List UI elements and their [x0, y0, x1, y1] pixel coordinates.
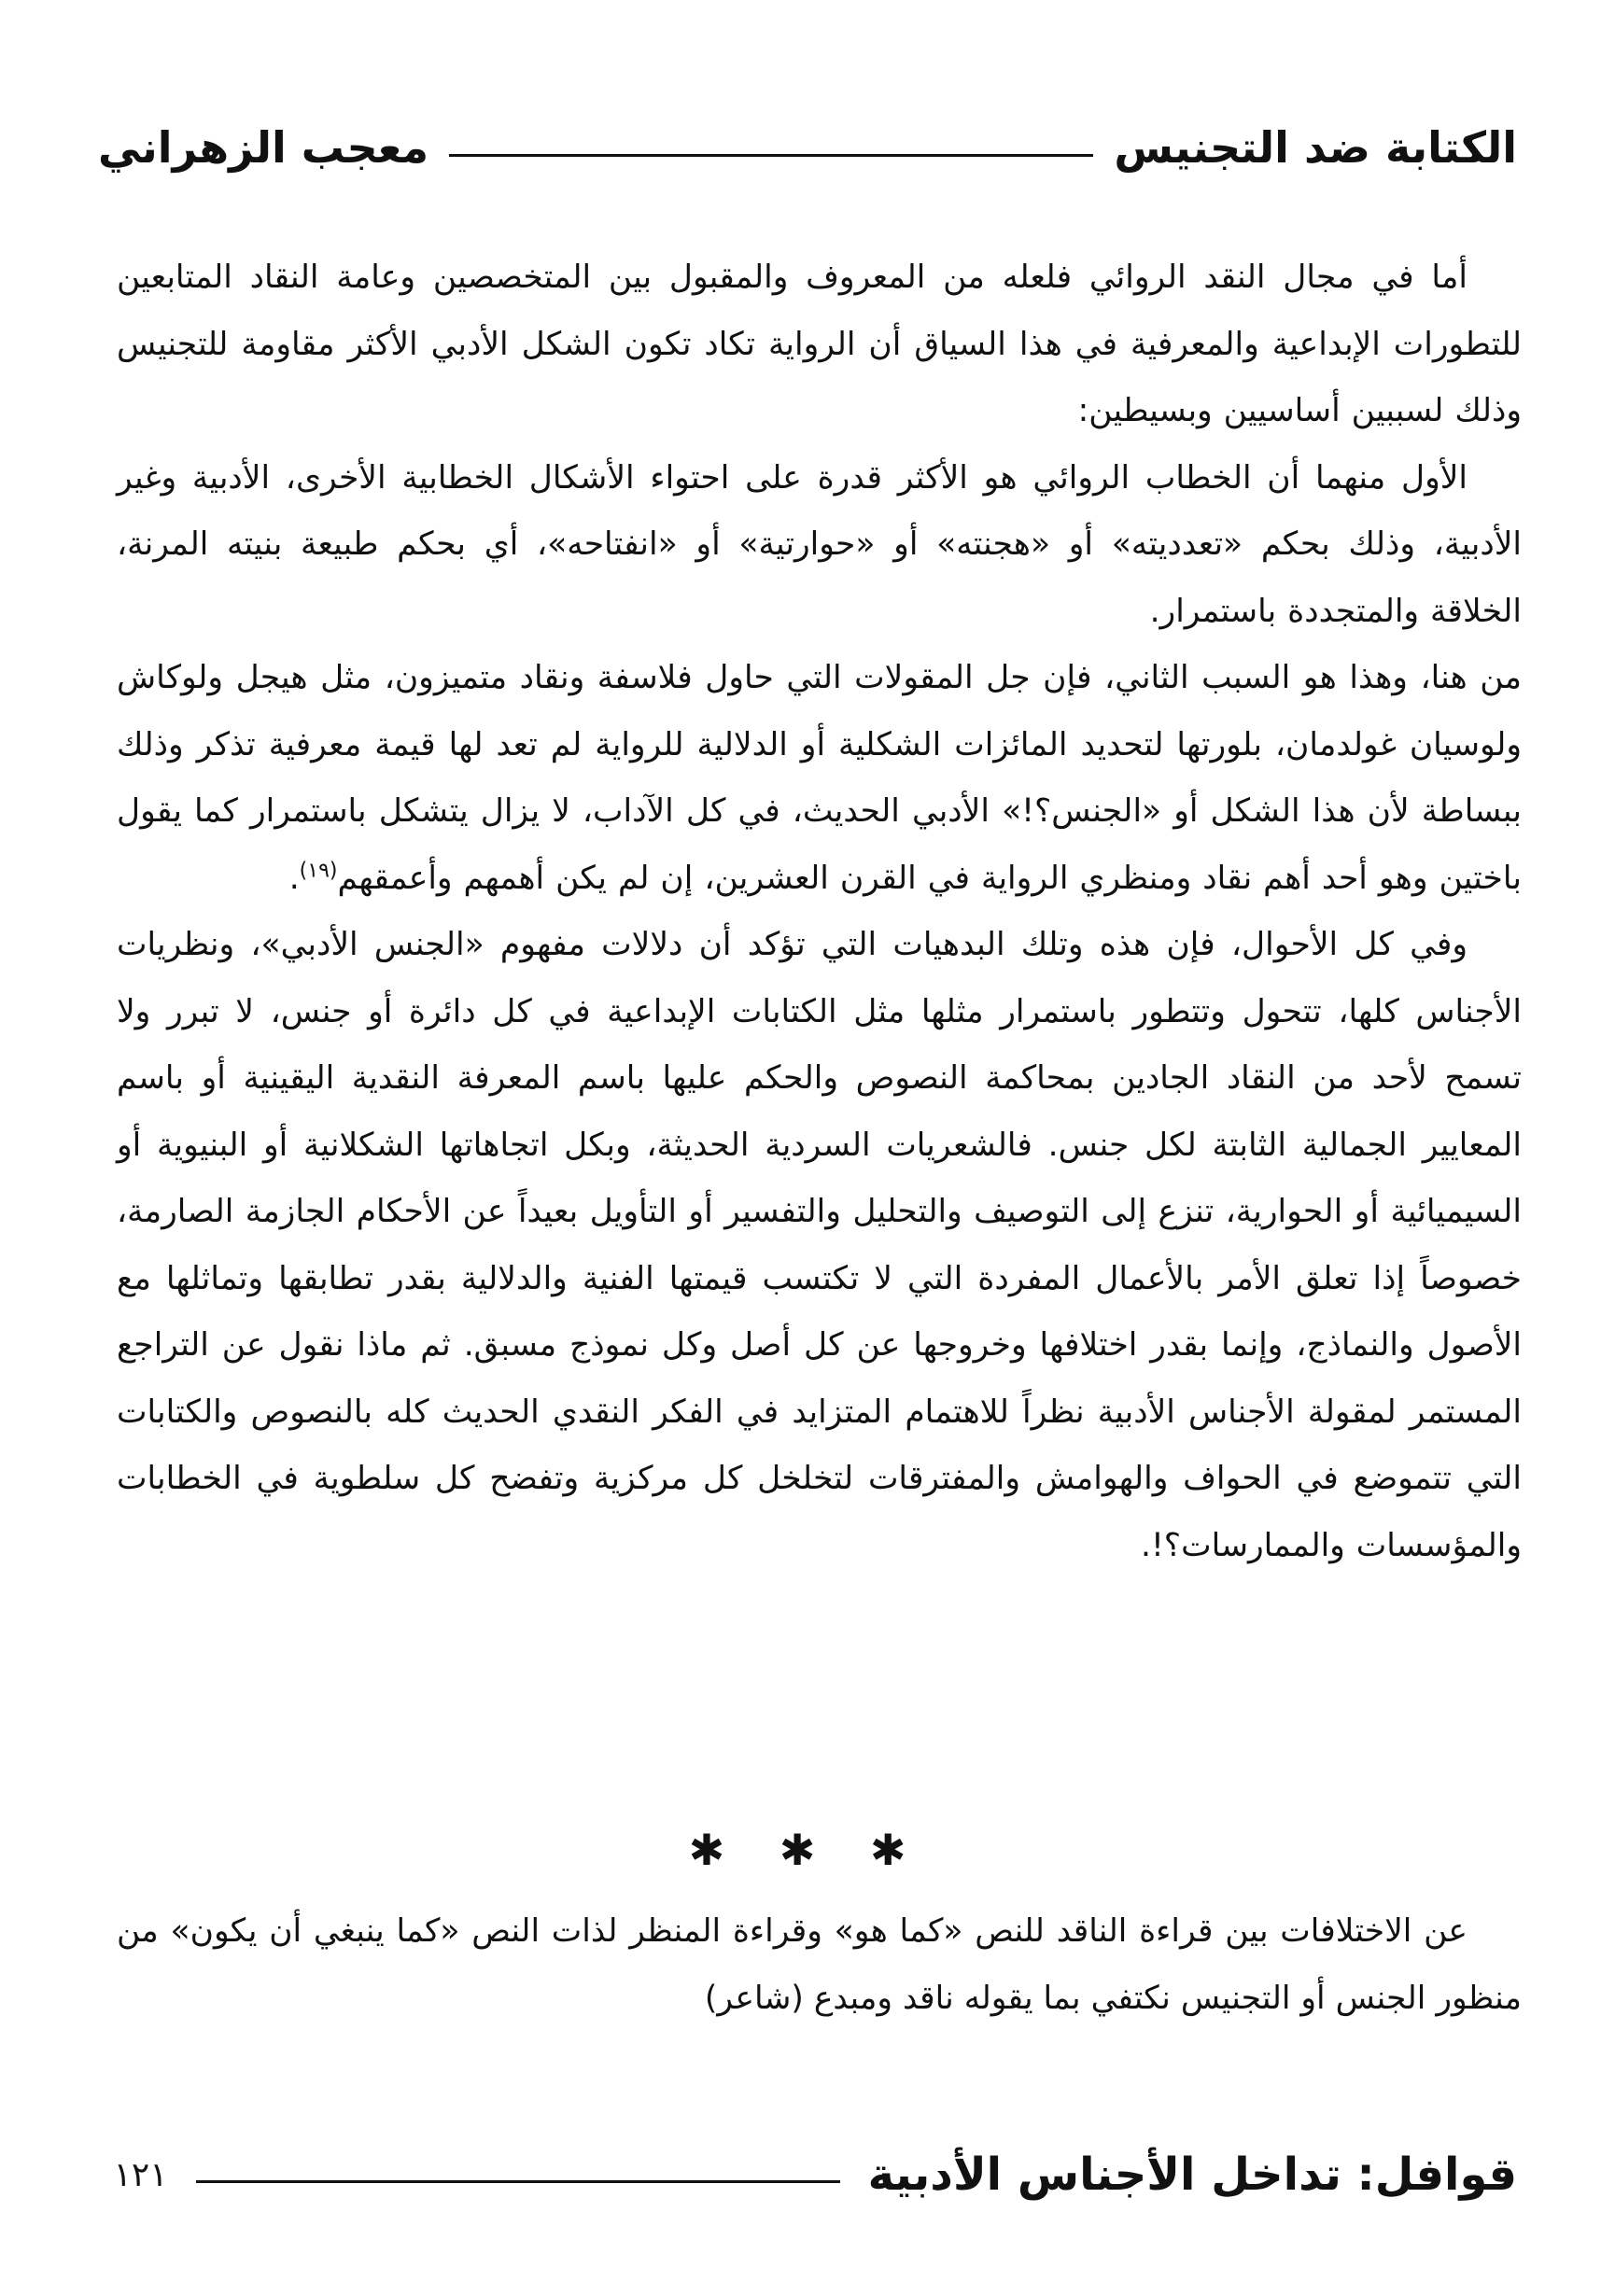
header-rule [449, 154, 1093, 157]
page-number: ١٢١ [113, 2155, 168, 2194]
header-title: الكتابة ضد التجنيس [1114, 122, 1517, 173]
paragraph-3 [117, 645, 1522, 912]
footer-rule [196, 2180, 840, 2183]
header-author: معجب الزهراني [98, 122, 429, 173]
footnote-reference: (١٩) [299, 859, 338, 882]
main-text-continued [117, 1898, 1522, 2032]
running-footer [113, 2137, 1517, 2212]
running-header [98, 110, 1517, 185]
footer-title: قوافل: تداخل الأجناس الأدبية [867, 2149, 1517, 2201]
paragraph-2: الأول منهما أن الخطاب الروائي هو الأكثر قدرة على احتواء الأشكال الخطابية الأخرى، الأدبية وغير الأدبية، وذلك بحكم «تعدديته» أو «هجنته» أو «حوارتية» أو «انفتاحه»، أي بحكم طبيعة بنيته المرنة، الخلاقة والمتجددة باستمرار. [117, 458, 1522, 630]
paragraph-5: عن الاختلافات بين قراءة الناقد للنص «كما هو» وقراءة المنظر لذات النص «كما ينبغي أن يكون» من منظور الجنس أو التجنيس نكتفي بما يقوله ناقد ومبدع (شاعر) [117, 1912, 1522, 2017]
paragraph-3-text: من هنا، وهذا هو السبب الثاني، فإن جل المقولات التي حاول فلاسفة ونقاد متميزون، مثل هيجل ولوكاش ولوسيان غولدمان، بلورتها لتحديد المائزات الشكلية أو الدلالية للرواية لم تعد لها قيمة معرفية تذكر وذلك ببساطة لأن هذا الشكل أو «الجنس؟!» الأدبي الحديث، في كل الآداب، لا يزال يتشكل باستمرار كما يقول باختين وهو أحد أهم نقاد ومنظري الرواية في القرن العشرين، إن لم يكن أهمهم وأعمقهم [117, 659, 1522, 897]
paragraph-4: وفي كل الأحوال، فإن هذه وتلك البدهيات التي تؤكد أن دلالات مفهوم «الجنس الأدبي»، ونظريات الأجناس كلها، تتحول وتتطور باستمرار مثلها مثل الكتابات الإبداعية في كل دائرة أو جنس، لا تبرر ولا تسمح لأحد من النقاد الجادين بمحاكمة النصوص والحكم عليها باسم المعرفة النقدية اليقينية أو باسم المعايير الجمالية الثابتة لكل جنس. فالشعريات السردية الحديثة، وبكل اتجاهاتها الشكلانية أو البنيوية أو السيميائية أو الحوارية، تنزع إلى التوصيف والتحليل والتفسير أو التأويل بعيداً عن الأحكام الجازمة الصارمة، خصوصاً إذا تعلق الأمر بالأعمال المفردة التي لا تكتسب قيمتها الفنية والدلالية بقدر تطابقها وتماثلها مع الأصول والنماذج، وإنما بقدر اختلافها وخروجها عن كل أصل وكل نموذج مسبق. ثم ماذا نقول عن التراجع المستمر لمقولة الأجناس الأدبية نظراً للاهتمام المتزايد في الفكر النقدي الحديث كله بالنصوص والكتابات التي تتموضع في الحواف والهوامش والمفترقات لتخلخل كل مركزية وتفضح كل سلطوية في الخطابات والمؤسسات والممارسات؟!. [117, 926, 1522, 1564]
main-text [117, 245, 1522, 1579]
section-break-ornament: ✱ ✱ ✱ [688, 1825, 927, 1875]
paragraph-3-end: . [288, 859, 300, 897]
paragraph-1: أما في مجال النقد الروائي فلعله من المعروف والمقبول بين المتخصصين وعامة النقاد المتابعين للتطورات الإبداعية والمعرفية في هذا السياق أن الرواية تكاد تكون الشكل الأدبي الأكثر مقاومة للتجنيس وذلك لسببين أساسيين وبسيطين: [117, 259, 1522, 429]
